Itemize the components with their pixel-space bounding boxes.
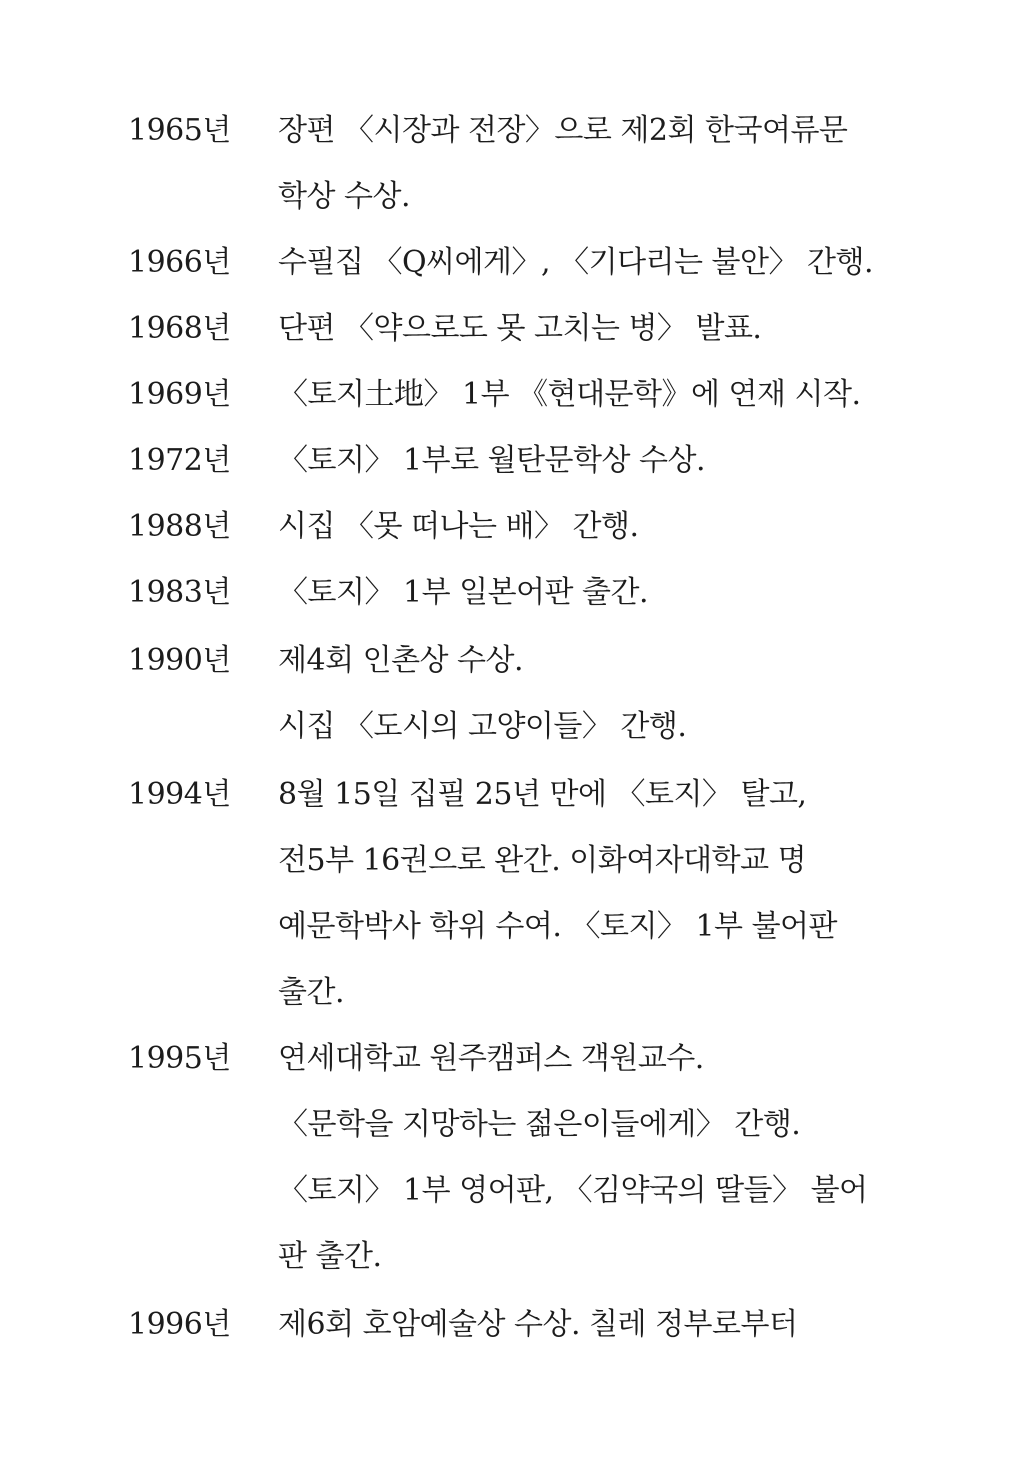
entry-line: 수필집 〈Q씨에게〉, 〈기다리는 불안〉 간행. <box>278 245 874 280</box>
entry-line: 〈토지〉 1부 일본어판 출간. <box>278 575 649 610</box>
entry-year: 1983년 <box>128 575 231 610</box>
entry-text <box>278 1298 918 1364</box>
entry-text <box>278 768 918 1032</box>
entry-line: 출간. <box>278 975 344 1010</box>
entry-text <box>278 500 918 566</box>
entry-line: 시집 〈못 떠나는 배〉 간행. <box>278 509 639 544</box>
entry-year: 1968년 <box>128 311 231 346</box>
entry-line: 단편 〈약으로도 못 고치는 병〉 발표. <box>278 311 762 346</box>
entry-line: 학상 수상. <box>278 179 410 214</box>
entry-year: 1972년 <box>128 443 231 478</box>
entry-text <box>278 566 918 632</box>
entry-text <box>278 434 918 500</box>
entry-line: 〈토지〉 1부로 월탄문학상 수상. <box>278 443 706 478</box>
entry-text <box>278 104 918 236</box>
entry-year: 1965년 <box>128 113 231 148</box>
entry-line: 〈토지土地〉 1부 《현대문학》에 연재 시작. <box>278 377 861 412</box>
entry-year: 1994년 <box>128 777 231 812</box>
entry-line: 제6회 호암예술상 수상. 칠레 정부로부터 <box>278 1307 798 1342</box>
entry-line: 연세대학교 원주캠퍼스 객원교수. <box>278 1041 704 1076</box>
entry-year: 1969년 <box>128 377 231 412</box>
entry-year: 1995년 <box>128 1041 231 1076</box>
entry-line: 제4회 인촌상 수상. <box>278 643 524 678</box>
entry-year: 1990년 <box>128 643 231 678</box>
entry-line: 〈문학을 지망하는 젊은이들에게〉 간행. <box>278 1107 801 1142</box>
entry-line: 시집 〈도시의 고양이들〉 간행. <box>278 709 687 744</box>
entry-text <box>278 302 918 368</box>
entry-text <box>278 1032 918 1296</box>
entry-line: 8월 15일 집필 25년 만에 〈토지〉 탈고, <box>278 777 807 812</box>
entry-text <box>278 368 918 434</box>
entry-text <box>278 236 918 302</box>
entry-line: 예문학박사 학위 수여. 〈토지〉 1부 불어판 <box>278 909 838 944</box>
entry-line: 〈토지〉 1부 영어판, 〈김약국의 딸들〉 불어 <box>278 1173 868 1208</box>
entry-line: 전5부 16권으로 완간. 이화여자대학교 명 <box>278 843 807 878</box>
entry-year: 1966년 <box>128 245 231 280</box>
entry-line: 판 출간. <box>278 1239 382 1274</box>
entry-line: 장편 〈시장과 전장〉으로 제2회 한국여류문 <box>278 113 848 148</box>
entry-year: 1988년 <box>128 509 231 544</box>
entry-year: 1996년 <box>128 1307 231 1342</box>
entry-text <box>278 634 918 766</box>
